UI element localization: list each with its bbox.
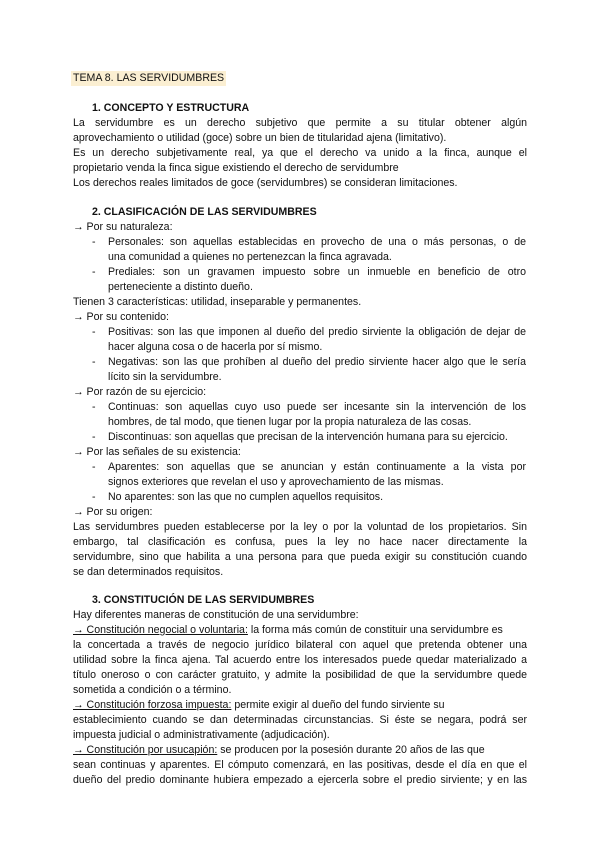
paragraph-line: Los derechos reales limitados de goce (servidumbres) se consideran limitaciones. — [73, 177, 458, 189]
paragraph-line: aprovechamiento o utilidad (goce) sobre un bien de titularidad ajena (limitativo). — [73, 132, 447, 144]
category-label: → Por su contenido: — [73, 311, 169, 323]
category-label: → Por las señales de su existencia: — [73, 446, 241, 458]
list-item: lícito sin la servidumbre. — [108, 371, 222, 383]
paragraph-line: impuesta judicial o administrativamente (adjudicación). — [73, 729, 330, 741]
bullet-dash: - — [92, 491, 96, 503]
document-title: TEMA 8. LAS SERVIDUMBRES — [73, 72, 225, 84]
paragraph-line: Las servidumbres pueden establecerse por la ley o por la voluntad de los propietarios. Sin — [73, 521, 527, 533]
constitucion-negocial-label: → Constitución negocial o voluntaria: — [73, 624, 248, 636]
paragraph-line: la concertada a través de negocio jurídico bilateral con aquel que pretenda obtener una — [73, 639, 527, 651]
paragraph-line: dueño del predio dominante hubiera empezado a ejercerla sobre el predio sirviente; y en las — [73, 774, 527, 786]
list-item: hombres, de tal modo, que tienen lugar por la propia naturaleza de las cosas. — [108, 416, 472, 428]
paragraph-line: utilidad sobre la finca ajena. Tal acuerdo entre los interesados puede quedar materializado a — [73, 654, 527, 666]
category-label: → Por su origen: — [73, 506, 153, 518]
paragraph-line — [73, 698, 445, 713]
paragraph-line: servidumbre, sino que habilita a una persona para que pueda exigir su constitución cuando — [73, 551, 527, 563]
paragraph-text: se producen por la posesión durante 20 años de las que — [217, 744, 485, 756]
list-item: Positivas: son las que imponen al dueño del predio sirviente la obligación de dejar de — [108, 326, 526, 338]
constitucion-usucapion-label: → Constitución por usucapión: — [73, 744, 218, 756]
paragraph-line — [73, 623, 503, 638]
paragraph-line: La servidumbre es un derecho subjetivo que permite a su titular obtener algún — [73, 117, 527, 129]
list-item: Continuas: son aquellas cuyo uso puede ser incesante sin la intervención de los — [108, 401, 526, 413]
paragraph-line: embargo, tal clasificación es confusa, pues la ley no hace nacer directamente la — [73, 536, 527, 548]
paragraph-text: la forma más común de constituir una servidumbre es — [247, 624, 503, 636]
section-1-heading: 1. CONCEPTO Y ESTRUCTURA — [92, 102, 250, 114]
list-item: Prediales: son un gravamen impuesto sobre un inmueble en beneficio de otro — [108, 266, 526, 278]
list-item: Personales: son aquellas establecidas en provecho de una o más personas, o de — [108, 236, 526, 248]
list-item: hacer alguna cosa o de hacerla por sí mismo. — [108, 341, 323, 353]
list-item: perteneciente a distinto dueño. — [108, 281, 253, 293]
paragraph-line: se dan determinados requisitos. — [73, 566, 224, 578]
bullet-dash: - — [92, 326, 96, 338]
paragraph-text: permite exigir al dueño del fundo sirviente su — [231, 699, 445, 711]
bullet-dash: - — [92, 236, 96, 248]
bullet-dash: - — [92, 401, 96, 413]
paragraph-line: Tienen 3 características: utilidad, inseparable y permanentes. — [73, 296, 362, 308]
list-item: Aparentes: son aquellas que se anuncian y están continuamente a la vista por — [108, 461, 526, 473]
constitucion-forzosa-label: → Constitución forzosa impuesta: — [73, 699, 232, 711]
list-item: Discontinuas: son aquellas que precisan de la intervención humana para su ejercicio. — [108, 431, 508, 443]
paragraph-line: título oneroso o con carácter gratuito, y admite la posibilidad de que la servidumbre quede — [73, 669, 527, 681]
paragraph-line: Es un derecho subjetivamente real, ya que el derecho va unido a la finca, aunque el — [73, 147, 527, 159]
paragraph-line: Hay diferentes maneras de constitución de una servidumbre: — [73, 609, 359, 621]
list-item: signos exteriores que revelan el uso y aprovechamiento de las mismas. — [108, 476, 444, 488]
paragraph-line: sean continuas y aparentes. El cómputo comenzará, en las positivas, desde el día en que el — [73, 759, 527, 771]
list-item: No aparentes: son las que no cumplen aquellos requisitos. — [108, 491, 384, 503]
section-3-heading: 3. CONSTITUCIÓN DE LAS SERVIDUMBRES — [92, 594, 315, 606]
category-label: → Por su naturaleza: — [73, 221, 173, 233]
bullet-dash: - — [92, 356, 96, 368]
list-item: Negativas: son las que prohíben al dueño del predio sirviente hacer algo que le sería — [108, 356, 526, 368]
list-item: una comunidad a quienes no pertenezcan la finca agravada. — [108, 251, 392, 263]
bullet-dash: - — [92, 266, 96, 278]
paragraph-line: sometida a condición o a término. — [73, 684, 232, 696]
section-2-heading: 2. CLASIFICACIÓN DE LAS SERVIDUMBRES — [92, 206, 317, 218]
paragraph-line: propietario venda la finca sigue existiendo el derecho de servidumbre — [73, 162, 399, 174]
category-label: → Por razón de su ejercicio: — [73, 386, 207, 398]
bullet-dash: - — [92, 431, 96, 443]
paragraph-line — [73, 743, 485, 758]
bullet-dash: - — [92, 461, 96, 473]
paragraph-line: establecimiento cuando se dan determinadas circunstancias. Si éste se negara, podrá ser — [73, 714, 527, 726]
